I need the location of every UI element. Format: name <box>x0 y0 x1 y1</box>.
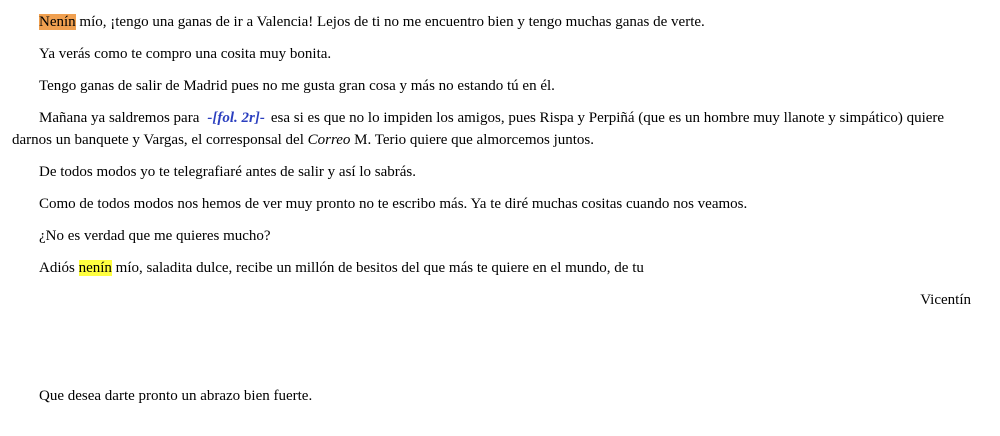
paragraph-8 <box>12 257 972 279</box>
paragraph-6: Como de todos modos nos hemos de ver muy pronto no te escribo más. Ya te diré muchas cositas cuando nos veamos. <box>39 196 748 212</box>
paragraph-4-after: M. Terio quiere que almorcemos juntos. <box>350 132 595 148</box>
newspaper-name: Correo <box>307 132 351 148</box>
paragraph-4-before: Mañana ya saldremos para <box>39 110 200 126</box>
paragraph-1 <box>12 11 972 33</box>
paragraph-3: Tengo ganas de salir de Madrid pues no me gusta gran cosa y más no estando tú en él. <box>39 78 555 94</box>
paragraph-1-text: mío, ¡tengo una ganas de ir a Valencia! Lejos de ti no me encuentro bien y tengo muchas ganas de verte. <box>75 14 705 30</box>
paragraph-4 <box>12 107 974 151</box>
paragraph-4-middle: esa si es que no lo impiden los amigos, pues Rispa y Perpiñá (que es un hombre muy llanote y simpático) quiere darnos un banquete y Vargas, el corresponsal del <box>12 110 945 148</box>
paragraph-5: De todos modos yo te telegrafiaré antes de salir y así lo sabrás. <box>39 164 416 180</box>
highlighted-word-nenin-2: nenín <box>78 260 112 276</box>
postscript: Que desea darte pronto un abrazo bien fuerte. <box>39 388 313 404</box>
signature: Vicentín <box>920 292 971 308</box>
paragraph-7: ¿No es verdad que me quieres mucho? <box>39 228 271 244</box>
folio-marker: -[fol. 2r]- <box>207 110 265 126</box>
paragraph-2: Ya verás como te compro una cosita muy bonita. <box>39 46 332 62</box>
paragraph-8-after: mío, saladita dulce, recibe un millón de besitos del que más te quiere en el mundo, de tu <box>111 260 644 276</box>
highlighted-word-nenin: Nenín <box>39 14 76 30</box>
paragraph-8-before: Adiós <box>39 260 79 276</box>
